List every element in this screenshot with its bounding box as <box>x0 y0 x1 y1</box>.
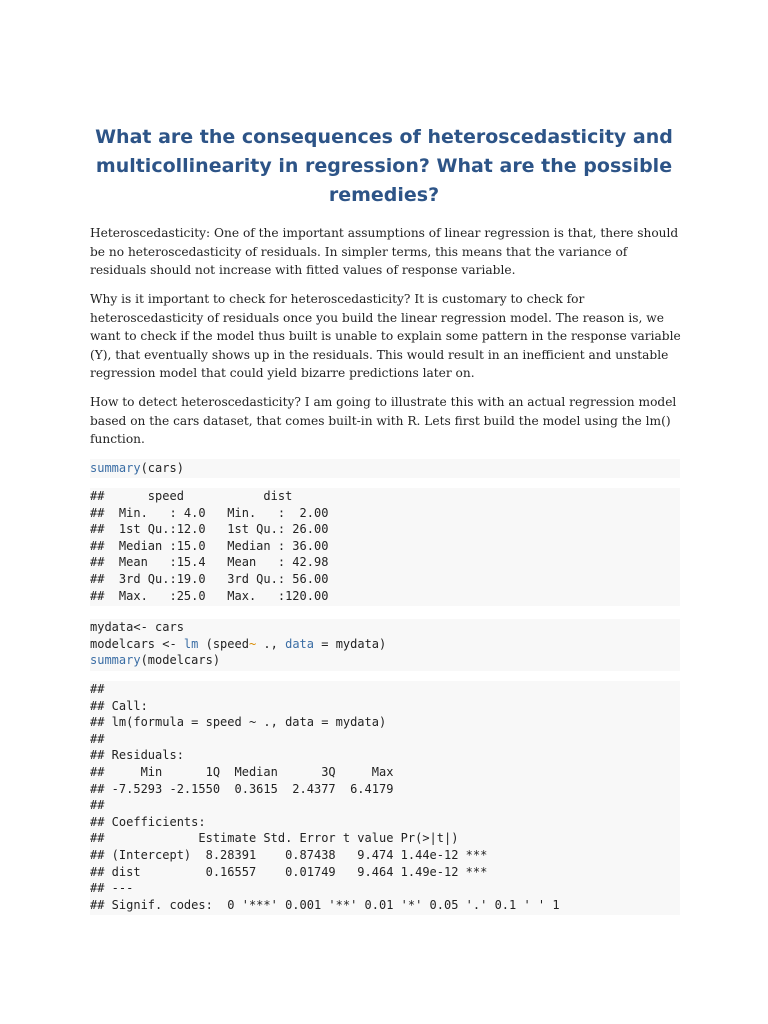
output-line: ## dist 0.16557 0.01749 9.464 1.49e-12 *** <box>90 864 488 879</box>
output-line: ## -7.5293 -2.1550 0.3615 2.4377 6.4179 <box>90 781 394 796</box>
page-title: What are the consequences of heteroscedasticity and multicollinearity in regression? What are the possible remedies? <box>95 126 673 206</box>
code-output-model-summary <box>90 681 680 915</box>
code-line: modelcars <- lm (speed~ ., data = mydata) <box>90 636 387 651</box>
code-line: summary(modelcars) <box>90 653 221 668</box>
output-line: ## --- <box>90 881 134 896</box>
paragraph-why-check: Why is it important to check for heteroscedasticity? It is customary to check for heteroscedasticity of residuals once you build the linear regression model. The reason is, we want to check if the model thus built is unable to explain some pattern in the response variable (Y), that eventually shows up in the residuals. This would result in an inefficient and unstable regression model that could yield bizarre predictions later on. <box>90 292 681 381</box>
code-block-summary-cars <box>90 459 680 478</box>
output-line: ## <box>90 731 105 746</box>
output-line: ## <box>90 798 105 813</box>
output-line: ## lm(formula = speed ~ ., data = mydata) <box>90 715 387 730</box>
output-line: ## <box>90 682 105 696</box>
code-output-summary-cars <box>90 488 680 606</box>
code-block-model <box>90 619 680 671</box>
output-line: ## Max. :25.0 Max. :120.00 <box>90 588 343 603</box>
paragraph-how-to-detect: How to detect heteroscedasticity? I am going to illustrate this with an actual regression model based on the cars dataset, that comes built-in with R. Lets first build the model using the lm() function. <box>90 395 677 447</box>
output-line: ## Min 1Q Median 3Q Max <box>90 764 394 779</box>
output-line: ## Signif. codes: 0 '***' 0.001 '**' 0.01 '*' 0.05 '.' 0.1 ' ' 1 <box>90 897 560 912</box>
output-line: ## (Intercept) 8.28391 0.87438 9.474 1.44e-12 *** <box>90 847 488 862</box>
output-line: ## Call: <box>90 698 148 713</box>
output-line: ## speed dist <box>90 489 343 503</box>
output-line: ## Min. : 4.0 Min. : 2.00 <box>90 505 343 520</box>
paragraph-heteroscedasticity-definition: Heteroscedasticity: One of the important assumptions of linear regression is that, there should be no heteroscedasticity of residuals. In simpler terms, this means that the variance of residuals should not increase with fitted values of response variable. <box>90 226 679 278</box>
tilde-symbol: ~ <box>248 636 257 651</box>
function-arg: (cars) <box>140 461 184 475</box>
output-line: ## 3rd Qu.:19.0 3rd Qu.: 56.00 <box>90 571 343 586</box>
output-line: ## 1st Qu.:12.0 1st Qu.: 26.00 <box>90 522 343 537</box>
output-line: ## Mean :15.4 Mean : 42.98 <box>90 555 343 570</box>
output-line: ## Median :15.0 Median : 36.00 <box>90 538 343 553</box>
code-line: mydata<- cars <box>90 620 184 634</box>
output-line: ## Residuals: <box>90 748 184 763</box>
output-line: ## Coefficients: <box>90 814 206 829</box>
output-line: ## Estimate Std. Error t value Pr(>|t|) <box>90 831 459 846</box>
function-name: summary <box>90 461 141 475</box>
code-line <box>90 460 680 477</box>
